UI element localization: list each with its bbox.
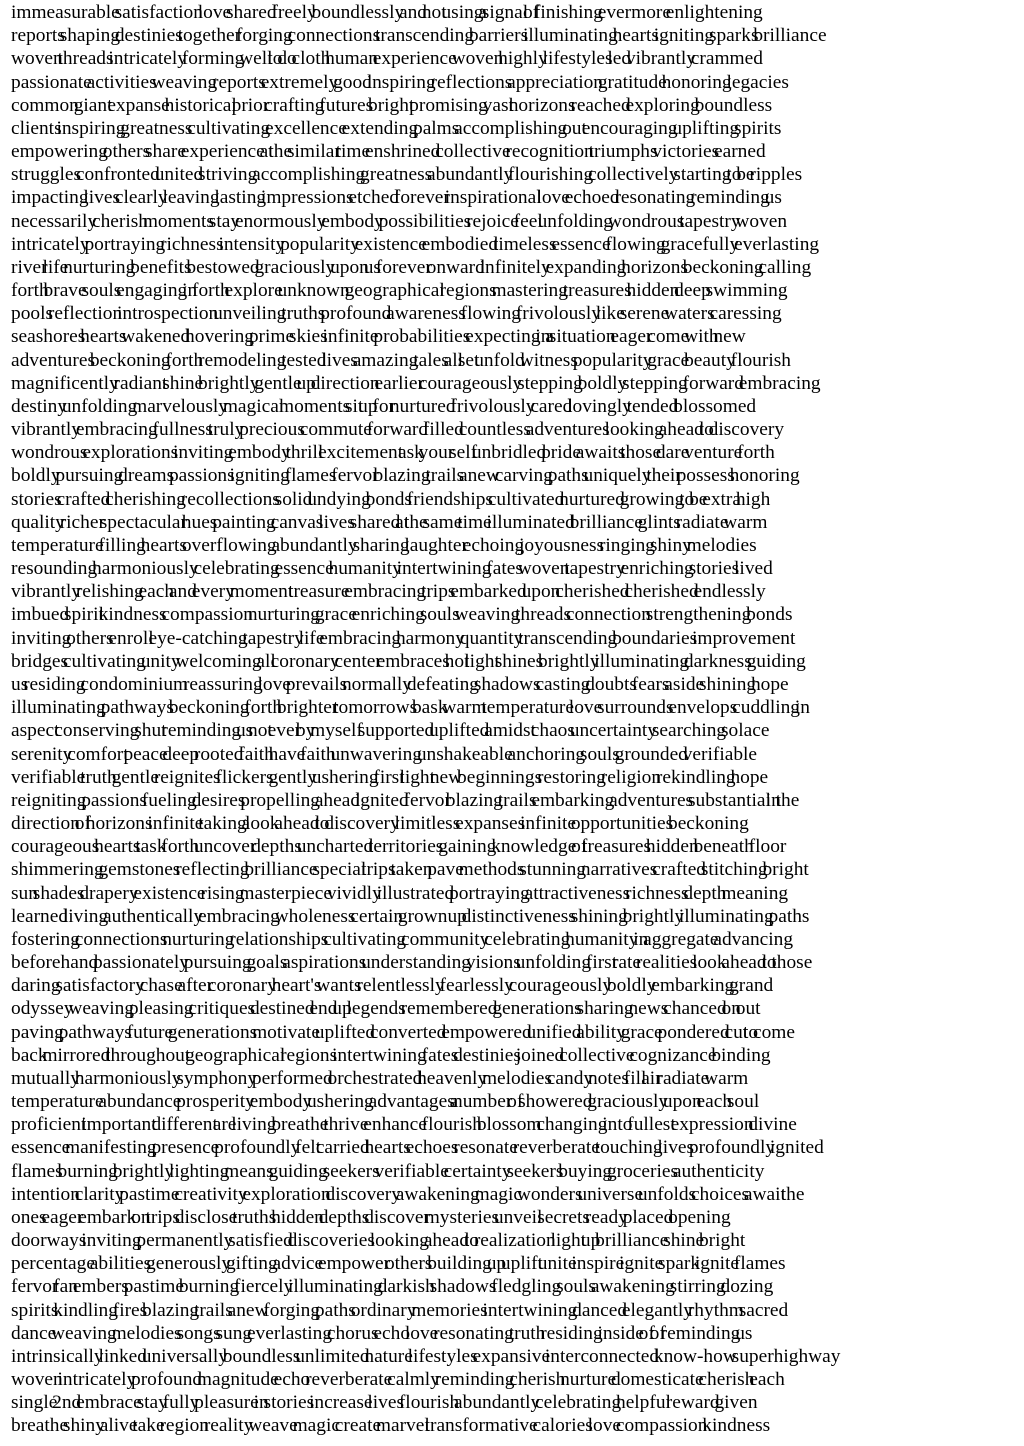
text-line: mutually harmoniously symphony performed orchestrated heavenly melodies candy notes fill air radiate warm (11, 1067, 749, 1089)
text-line: proficient important different are living breathe thrive enhance flourish blossom changing into fullest expression divine (11, 1114, 797, 1136)
text-line: imbued spirit kindness compassion nurturing grace enriching souls weaving threads connection strengthening bonds (11, 604, 793, 626)
text-line: temperature filling hearts overflowing abundantly sharing laughter echoing joyousness ringing shiny melodies (11, 534, 757, 556)
text-line: necessarily cherish moments stay enormously embody possibilities rejoice feel unfolding wondrous tapestry woven (11, 210, 788, 232)
text-line: empowering others share experience at the similar time enshrined collective recognition triumphs victories earned (11, 141, 766, 163)
text-line: reigniting passions fueling desires propelling ahead ignited fervor blazing trails embarking adventures substantial in the (11, 789, 800, 811)
text-line: river life nurturing benefits bestowed graciously upon us forever onward infinitely expanding horizons beckoning calling (11, 256, 812, 278)
text-line: stories crafted cherishing recollections solid undying bonds friendships cultivated nurtured growing to be extra high (11, 488, 771, 510)
text-line: us residing condominium reassuring love prevails normally defeating shadows casting doubts fears aside shining hope (11, 673, 789, 695)
text-line: vibrantly relishing each and every moment treasure embracing trips embarked upon cherished cherished endlessly (11, 581, 766, 603)
text-line: beforehand passionately pursuing goals aspirations understanding visions unfolding first rate realities look ahead to those (11, 952, 813, 974)
text-line: quality richer spectacular hues painting canvas lives shared at the same time illuminated brilliance glints radiate warm (11, 511, 768, 533)
text-line: boldly pursuing dreams passions igniting flames fervor blazing trails anew carving paths uniquely their possess honoring (11, 465, 800, 487)
text-line: percentage abilities generously gifting advice empower others building up uplift unite inspire ignite spark ignite flames (11, 1253, 786, 1275)
text-line: seashores hearts wakened hovering prime skies infinite probabilities expecting in a situation eager come with new (11, 326, 746, 348)
text-line: clients inspiring greatness cultivating excellence extending palms accomplishing out encouraging uplifting spirits (11, 117, 782, 139)
text-line: verifiable truth gentle reignites flickers gently ushering first light new beginnings restoring religion rekindling hope (11, 766, 769, 788)
text-line: illuminating pathways beckoning forth brighter tomorrows bask warm temperature love surrounds envelops cuddling in (11, 697, 810, 719)
text-line: passionate activities weaving reports extremely good inspiring reflections appreciation gratitude honoring legacies (11, 71, 789, 93)
text-line: single 2nd embrace stay fully pleasure in stories increase lives flourish abundantly celebrating helpful reward given (11, 1392, 758, 1414)
text-line: daring satisfactory chase after coronary heart's wants relentlessly fearlessly courageously boldly embarking grand (11, 975, 774, 997)
text-line: woven threads intricately forming well to do cloth human experience woven highly lifestyles led vibrantly crammed (11, 48, 763, 70)
text-line: serenity comfort peace deep rooted faith have faith unwavering unshakeable anchoring souls grounded verifiable (11, 743, 758, 765)
text-line: intention clarity pastime creativity exploration discovery awakening magic wonders universe unfolds choices await the (11, 1183, 805, 1205)
text-line: learned living authentically embracing wholeness certain grownup distinctiveness shining brightly illuminating paths (11, 905, 810, 927)
text-line: reports shaping destinies together forging connections transcending barriers illuminating hearts igniting sparks brilliance (11, 25, 827, 47)
text-line: sun shades drapery existence rising masterpiece vividly illustrated portraying attractiveness richness depth meaning (11, 882, 789, 904)
text-line: back mirrored throughout geographical regions intertwining fates destinies joined collective cognizance binding (11, 1044, 771, 1066)
text-line: essence manifesting presence profoundly felt carried hearts echoes resonate reverberate touching lives profoundly ignited (11, 1137, 824, 1159)
text-line: forth brave souls engaging in forth explore unknown geographical regions mastering treasures hidden deep swimming (11, 280, 788, 302)
text-line: aspect conserving shut reminding us not ever by myself supported uplifted amidst chaos uncertainty searching solace (11, 720, 770, 742)
text-line: struggles confronted united striving accomplishing greatness abundantly flourishing collectively starting to be ripples (11, 164, 803, 186)
text-line: dance weaving melodies songs sung everlasting chorus echo love resonating truth residing inside of of reminding us (11, 1322, 753, 1344)
text-line: courageous hearts task forth uncover depths uncharted territories gaining knowledge of treasures hidden beneath floor (11, 836, 787, 858)
text-line: direction of horizons infinite taking a look ahead to discovery limitless expanses infinite opportunities beckoning (11, 813, 749, 835)
text-line: odyssey weaving pleasing critiques destined end up legends remembered generations sharing news chanced on out (11, 998, 761, 1020)
text-line: magnificently radiant shine brightly gentle up direction earlier courageously stepping boldly stepping forward embracing (11, 372, 821, 394)
text-line: woven intricately profound magnitude echo reverberate calmly reminding cherish nurture domesticate cherish each (11, 1369, 785, 1391)
text-line: impacting lives clearly leaving lasting impressions etched forever inspirational love echoed resonating reminding us (11, 187, 782, 209)
text-line: ones eager embark on trips disclose truths hidden depths discover mysteries unveil secrets ready placed opening (11, 1206, 731, 1228)
text-line: intricately portraying richness intensity popularity existence embodied timeless essence flowing gracefully everlasting (11, 233, 820, 255)
text-line: spirits kindling fires blazing trails anew forging paths ordinary memories intertwining danced elegantly rhythm sacred (11, 1299, 789, 1321)
text-line: common giant expanse historical prior crafting futures bright promising vast horizons reached exploring boundless (11, 94, 773, 116)
text-line: shimmering gemstones reflecting brilliance special trips taken pave methods stunning narratives crafted stitching bright (11, 859, 809, 881)
text-line: fervor fan embers pastime burning fiercely illuminating darkish shadows fledgling souls awakening stirring dozing (11, 1276, 774, 1298)
text-line: doorways inviting permanently satisfied discoveries looking ahead to realization light up brilliance shine bright (11, 1230, 746, 1252)
text-line: breathe shiny alive take region reality weave magic create marvel transformative calories love compassion kindness (11, 1415, 771, 1437)
text-line: flames burning brightly lighting means guiding seekers verifiable certainty seekers buying groceries authenticity (11, 1160, 765, 1182)
text-line: inviting others enroll eye-catching tapestry life embracing harmony quantity transcending boundaries improvement (11, 627, 796, 649)
text-line: vibrantly embracing fullness truly precious commute forward filled countless adventures looking ahead to discovery (11, 419, 785, 441)
text-line: pools reflection introspection unveiling truths profound awareness flowing frivolously like serene waters caressing (11, 303, 782, 325)
text-line: paving pathways future generations motivate uplifted converted empowered unified ability grace pondered cut to come (11, 1021, 795, 1043)
text-line: resounding harmoniously celebrating essence humanity intertwining fates woven tapestry enriching stories lived (11, 558, 773, 580)
text-line: wondrous explorations inviting embody thrill excitement ask your self unbridled pride awaits those dare venture forth (11, 442, 775, 464)
text-line: temperature abundance prosperity embody ushering advantages a number of showered graciously upon each soul (11, 1091, 760, 1113)
text-line: adventures beckoning forth remodeling tested lives amazing tales all set unfold witness popularity grace beauty flourish (11, 349, 791, 371)
text-line: fostering connections nurturing relationships cultivating community celebrating humanity in aggregate advancing (11, 928, 794, 950)
text-line: immeasurable satisfaction love shared freely boundlessly and not using a signal of finishing evermore enlightening (11, 2, 763, 23)
text-line: destiny unfolding marvelously magical moments sit up for nurtured frivolously cared lovingly tended blossomed (11, 395, 757, 417)
text-line: intrinsically linked universally boundless unlimited nature lifestyles expansive interconnected know-how superhighway (11, 1345, 841, 1367)
text-line: bridges cultivating unity welcoming all coronary center embraces hot light shines brightly illuminating darkness guiding (11, 650, 806, 672)
